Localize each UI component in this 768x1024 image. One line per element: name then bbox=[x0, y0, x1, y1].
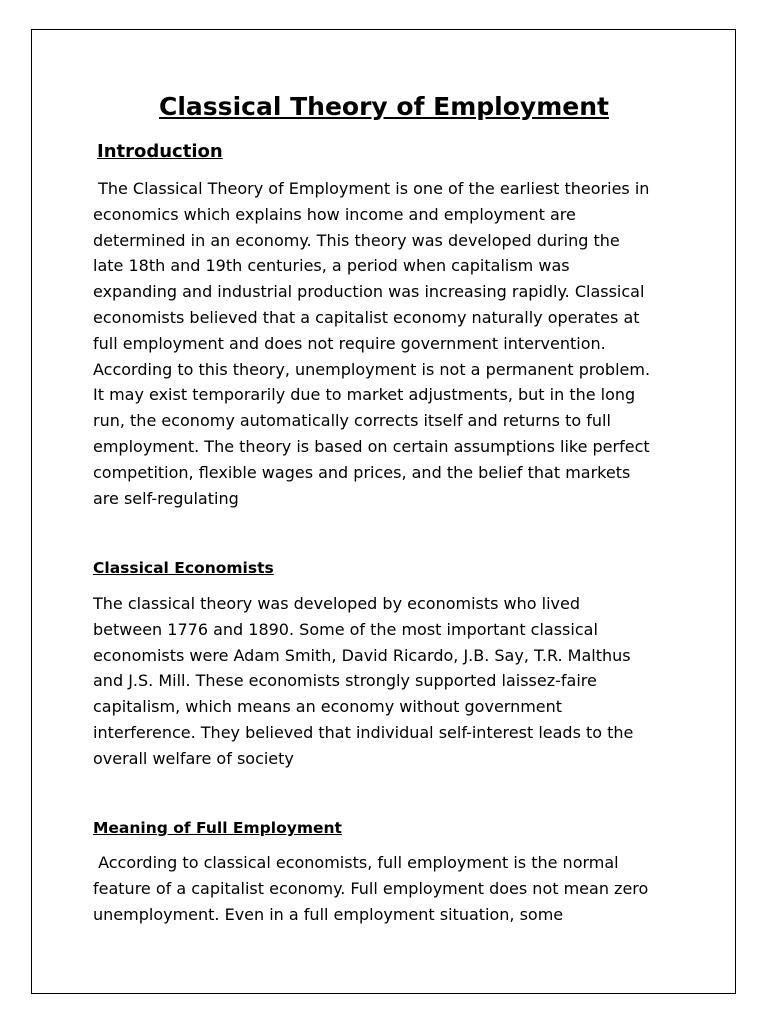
section-heading-classical-economists: Classical Economists bbox=[93, 559, 274, 577]
text-line: feature of a capitalist economy. Full employment does not mean zero bbox=[93, 878, 649, 898]
text-line: late 18th and 19th centuries, a period when capitalism was bbox=[93, 256, 570, 276]
paragraph-classical-economists bbox=[93, 591, 633, 772]
text-line: economics which explains how income and employment are bbox=[93, 204, 576, 224]
paragraph-full-employment bbox=[93, 850, 648, 927]
text-line: The classical theory was developed by economists who lived bbox=[93, 594, 581, 613]
text-line: economists believed that a capitalist economy naturally operates at bbox=[93, 307, 640, 327]
text-line: It may exist temporarily due to market adjustments, but in the long bbox=[93, 385, 636, 405]
text-line: According to classical economists, full employment is the normal bbox=[93, 853, 619, 872]
text-line: The Classical Theory of Employment is one of the earliest theories in bbox=[93, 179, 650, 198]
text-line: between 1776 and 1890. Some of the most important classical bbox=[93, 619, 598, 639]
section-heading-full-employment: Meaning of Full Employment bbox=[93, 819, 342, 837]
text-line: full employment and does not require government intervention. bbox=[93, 333, 606, 353]
text-line: economists were Adam Smith, David Ricardo, J.B. Say, T.R. Malthus bbox=[93, 645, 631, 665]
text-line: employment. The theory is based on certain assumptions like perfect bbox=[93, 436, 650, 456]
text-line: are self-regulating bbox=[93, 488, 239, 508]
text-line: expanding and industrial production was increasing rapidly. Classical bbox=[93, 282, 645, 302]
text-line: and J.S. Mill. These economists strongly supported laissez-faire bbox=[93, 671, 597, 691]
section-heading-introduction: Introduction bbox=[97, 141, 223, 162]
document-title: Classical Theory of Employment bbox=[159, 92, 609, 121]
text-line: According to this theory, unemployment is not a permanent problem. bbox=[93, 359, 651, 379]
text-line: interference. They believed that individual self-interest leads to the bbox=[93, 722, 634, 742]
text-line: overall welfare of society bbox=[93, 748, 294, 768]
paragraph-introduction bbox=[93, 176, 650, 511]
text-line: capitalism, which means an economy without government bbox=[93, 697, 563, 717]
text-line: determined in an economy. This theory was developed during the bbox=[93, 230, 620, 250]
text-line: run, the economy automatically corrects itself and returns to full bbox=[93, 411, 611, 431]
text-line: competition, flexible wages and prices, and the belief that markets bbox=[93, 462, 631, 482]
text-line: unemployment. Even in a full employment situation, some bbox=[93, 904, 564, 924]
